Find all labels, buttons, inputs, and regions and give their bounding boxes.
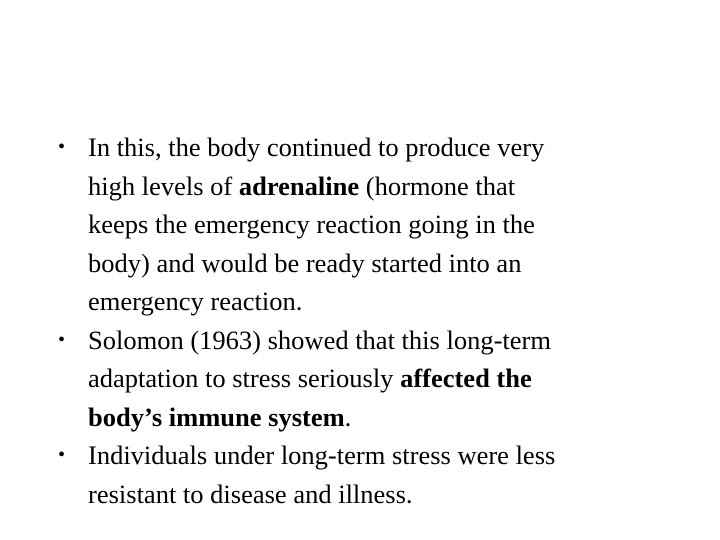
text-line: keeps the emergency reaction going in the <box>88 209 535 239</box>
text-line <box>88 398 698 437</box>
text-line <box>88 167 698 206</box>
bullet-dot-icon: • <box>58 136 66 158</box>
text-line: body) and would be ready started into an <box>88 247 522 278</box>
bold-term-adrenaline: adrenaline <box>238 170 360 201</box>
bullet-item-solomon <box>58 321 698 437</box>
text-run: high levels of <box>88 170 239 201</box>
bullet-item-individuals <box>58 436 698 513</box>
text-line: resistant to disease and illness. <box>88 478 413 509</box>
text-line: emergency reaction. <box>88 286 303 316</box>
text-run: (hormone that <box>359 170 516 201</box>
bullet-list <box>58 128 698 513</box>
bold-term-immune-system: body’s immune system <box>88 401 345 432</box>
bold-term-affected: affected the <box>400 363 532 393</box>
text-line: In this, the body continued to produce very <box>88 132 545 162</box>
bullet-dot-icon: • <box>58 328 66 351</box>
text-run: adaptation to stress seriously <box>88 363 401 393</box>
text-line <box>88 359 698 398</box>
text-line: Solomon (1963) showed that this long-term <box>88 324 551 355</box>
bullet-dot-icon: • <box>58 444 66 466</box>
bullet-item-adrenaline <box>58 128 698 321</box>
text-run: . <box>344 401 352 432</box>
text-line: Individuals under long-term stress were less <box>88 440 556 470</box>
